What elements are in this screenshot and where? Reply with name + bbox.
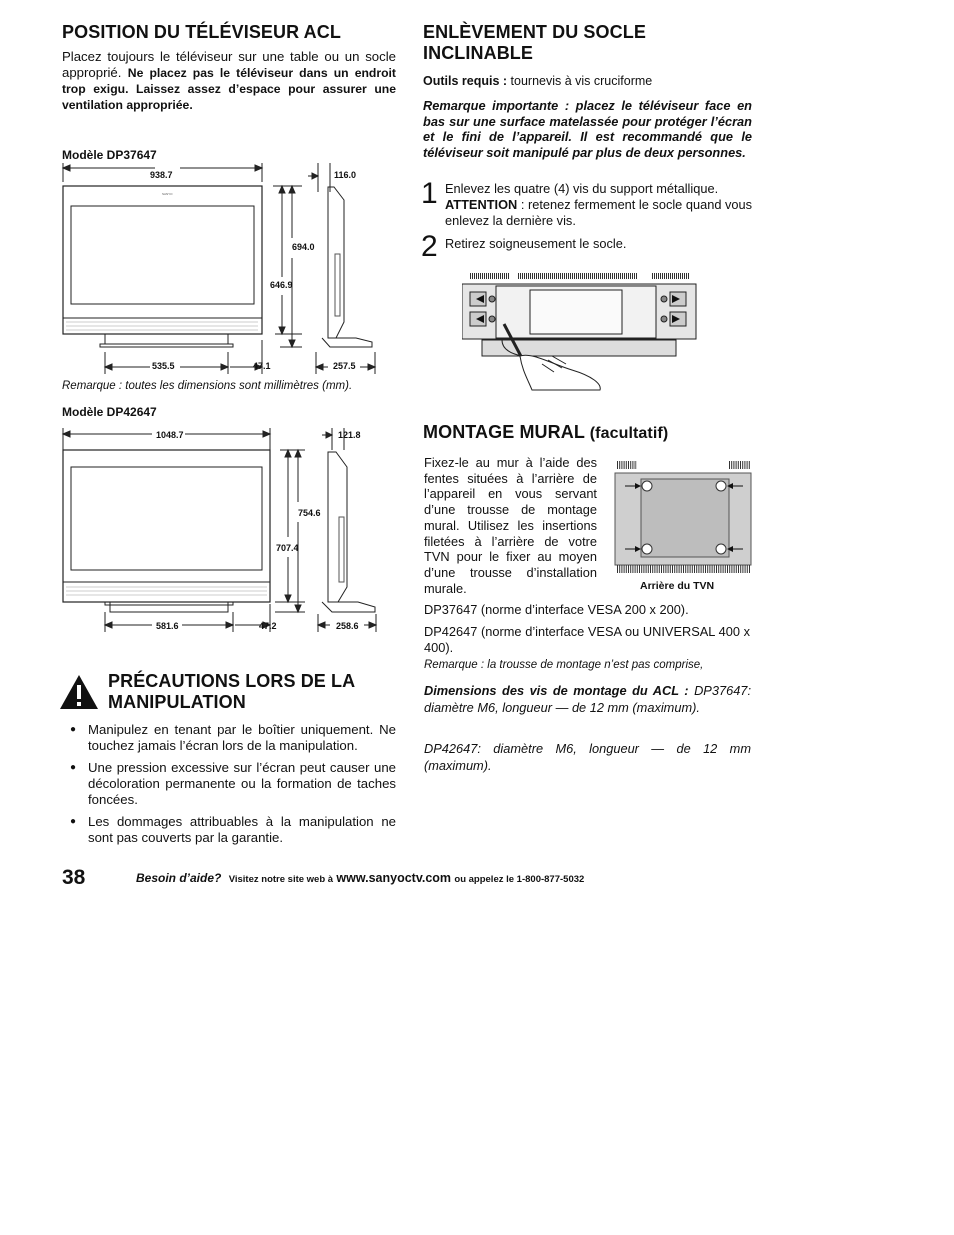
dim-height-screen: 707.4 [276,543,299,553]
position-warning-text: Ne placez pas le téléviseur dans un endroit trop exigu. Laissez assez d’espace pour assurer une ventilation appropriée. [62,66,396,112]
vesa-line-1: DP37647 (norme d’interface VESA 200 x 200). [424,602,689,617]
wall-mount-text: Fixez-le au mur à l’aide des fentes situées à l’arrière de l’appareil en vous servant d’une trousse de montage mural. Utilisez les insertions filetées à l’arrière de votre TVN pour le fixer au moyen d’une trousse d’installation murale. [424,455,597,596]
dim-base-mid: 47.2 [259,621,277,631]
section-title-precautions: PRÉCAUTIONS LORS DE LA MANIPULATION [108,671,356,712]
section-title-wall-mount: MONTAGE MURAL (facultatif) [423,422,669,442]
page-number: 38 [62,866,86,889]
model-label-dp37647: Modèle DP37647 [62,148,157,162]
dim-depth: 116.0 [334,170,357,180]
tv-brand-logo: SANYO [162,192,173,196]
dim-width: 1048.7 [156,430,184,440]
important-note: Remarque importante : placez le téléviseur face en bas sur une surface matelassée pour protéger l’écran et le fini de l’appareil. Il est recommandé que le téléviseur soit manipulé par plus de deux personnes. [423,98,752,160]
footer-help-line: Besoin d’aide? Visitez notre site web à www.sanyoctv.com ou appelez le 1-800-877-5032 [136,871,585,885]
website-link[interactable]: www.sanyoctv.com [336,871,452,885]
list-item: ● Manipulez en tenant par le boîtier uniquement. Ne touchez jamais l’écran lors de la manipulation. [62,722,396,754]
dim-base-left: 535.5 [152,361,175,371]
section-title-removal: ENLÈVEMENT DU SOCLE INCLINABLE [423,22,646,63]
dim-base-left: 581.6 [156,621,179,631]
position-paragraph [62,49,396,113]
stand-removal-illustration [462,272,698,392]
dim-depth: 121.8 [338,430,361,440]
dim-base-mid: 47.1 [253,361,271,371]
tv-back-caption: Arrière du TVN [640,580,715,592]
mount-kit-note: Remarque : la trousse de montage n’est pas comprise, [424,659,704,671]
tv-dimension-diagram-dp42647 [60,422,380,637]
section-title-position: POSITION DU TÉLÉVISEUR ACL [62,22,341,42]
dim-height-total: 754.6 [298,508,321,518]
vesa-line-2: DP42647 (norme d’interface VESA ou UNIVERSAL 400 x 400). [424,624,750,655]
dimensions-note: Remarque : toutes les dimensions sont millimètres (mm). [62,380,353,392]
step-1-text: Enlevez les quatre (4) vis du support métallique. ATTENTION : retenez fermement le socle quand vous enlevez la dernière vis. [445,181,753,228]
dim-height-screen: 646.9 [270,280,293,290]
list-item: ● Une pression excessive sur l’écran peut causer une décoloration permanente ou la formation de taches foncées. [62,760,396,808]
dim-base-depth: 257.5 [333,361,356,371]
dim-base-depth: 258.6 [336,621,359,631]
step-2-text: Retirez soigneusement le socle. [445,236,627,251]
tv-dimension-diagram-dp37647 [60,162,380,377]
tv-back-illustration [613,457,753,577]
dim-height-total: 694.0 [292,242,315,252]
screw-spec-1: Dimensions des vis de montage du ACL : DP37647: diamètre M6, longueur — de 12 mm (maximum). [424,683,751,715]
position-text: Placez toujours le téléviseur sur une table ou un socle approprié. [62,49,396,80]
dim-width: 938.7 [150,170,173,180]
precautions-list [62,722,396,852]
step-number: 2 [421,230,438,263]
warning-icon [58,673,100,711]
model-label-dp42647: Modèle DP42647 [62,405,157,419]
list-item: ● Les dommages attribuables à la manipulation ne sont pas couverts par la garantie. [62,814,396,846]
tools-line: Outils requis : tournevis à vis cruciforme [423,74,653,88]
step-number: 1 [421,177,438,210]
screw-spec-2: DP42647: diamètre M6, longueur — de 12 mm (maximum). [424,741,751,773]
